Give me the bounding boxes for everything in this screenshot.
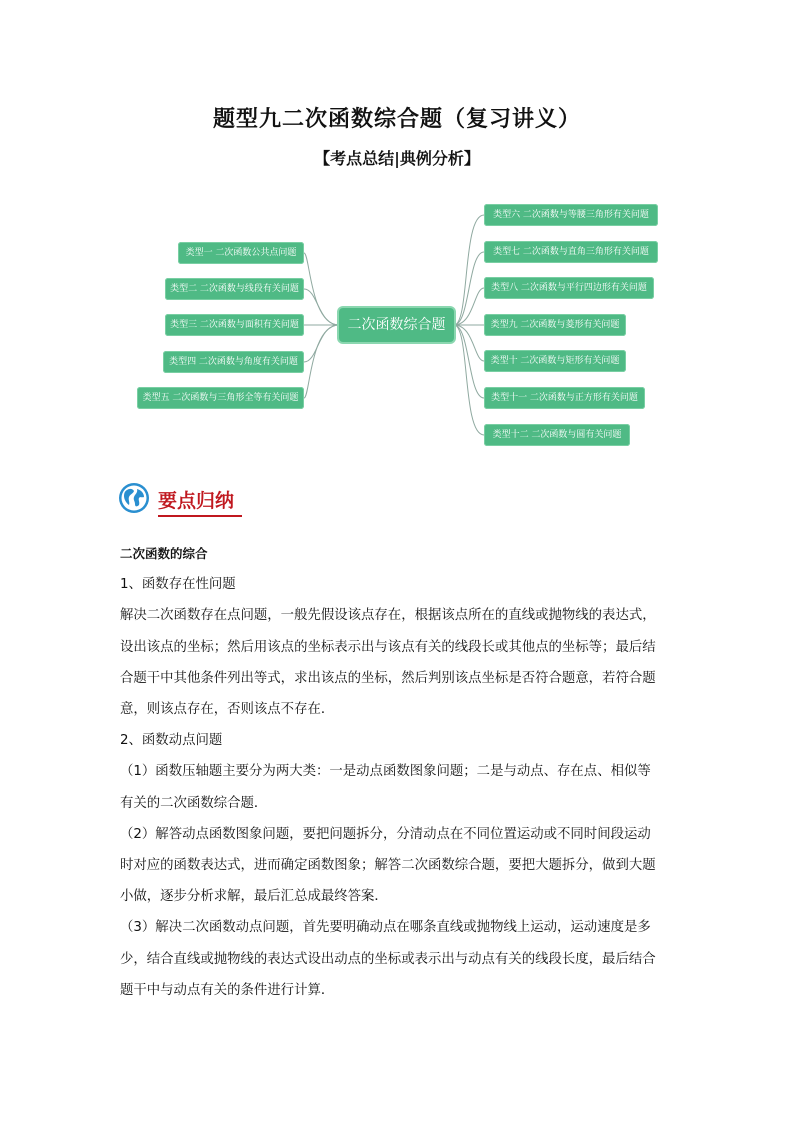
mindmap-center-node: 二次函数综合题	[339, 308, 454, 342]
globe-icon	[118, 482, 150, 514]
mindmap-node-right-5: 类型十 二次函数与矩形有关问题	[484, 350, 626, 372]
mindmap-node-right-3: 类型八 二次函数与平行四边形有关问题	[484, 277, 654, 299]
connector-left-5	[304, 325, 339, 398]
paragraph-line: （3）解决二次函数动点问题，首先要明确动点在哪条直线或抛物线上运动，运动速度是多	[120, 920, 651, 936]
subheading-moving-point: 2、函数动点问题	[120, 733, 223, 749]
mindmap-node-left-3: 类型三 二次函数与面积有关问题	[165, 314, 304, 336]
paragraph-line: 时对应的函数表达式，进而确定函数图象；解答二次函数综合题，要把大题拆分，做到大题	[120, 858, 656, 874]
content-heading: 二次函数的综合	[120, 546, 208, 561]
connector-right-7	[454, 325, 484, 435]
connector-right-5	[454, 325, 484, 361]
paragraph-line: 少，结合直线或抛物线的表达式设出动点的坐标或表示出与动点有关的线段长度，最后结合	[120, 951, 656, 967]
mindmap	[0, 195, 794, 460]
connector-right-1	[454, 215, 484, 325]
section-title: 要点归纳	[158, 490, 235, 512]
connector-left-2	[304, 289, 339, 325]
page-title: 题型九二次函数综合题（复习讲义）	[212, 106, 581, 132]
paragraph-line: 有关的二次函数综合题．	[120, 795, 268, 811]
paragraph-line: 小做，逐步分析求解，最后汇总成最终答案．	[120, 889, 388, 905]
mindmap-node-right-6: 类型十一 二次函数与正方形有关问题	[484, 387, 645, 409]
mindmap-node-right-1: 类型六 二次函数与等腰三角形有关问题	[484, 204, 658, 226]
connector-left-1	[304, 253, 339, 325]
connector-right-3	[454, 288, 484, 325]
page-subtitle: 【考点总结|典例分析】	[314, 149, 480, 168]
paragraph-line: 合题干中其他条件列出等式，求出该点的坐标，然后判别该点坐标是否符合题意，若符合题	[120, 670, 656, 686]
mindmap-node-left-4: 类型四 二次函数与角度有关问题	[163, 351, 304, 373]
section-underline	[158, 515, 242, 517]
paragraph-line: （2）解答动点函数图象问题，要把问题拆分，分清动点在不同位置运动或不同时间段运动	[120, 826, 651, 842]
content-body	[120, 538, 676, 1006]
mindmap-node-left-2: 类型二 二次函数与线段有关问题	[165, 278, 304, 300]
paragraph-line: 设出该点的坐标；然后用该点的坐标表示出与该点有关的线段长或其他点的坐标等；最后结	[120, 639, 656, 655]
mindmap-node-left-1: 类型一 二次函数公共点问题	[178, 242, 304, 264]
mindmap-node-right-4: 类型九 二次函数与菱形有关问题	[484, 314, 626, 336]
mindmap-node-right-2: 类型七 二次函数与直角三角形有关问题	[484, 241, 658, 263]
paragraph-line: 意，则该点存在，否则该点不存在．	[120, 702, 335, 718]
paragraph-line: 题干中与动点有关的条件进行计算．	[120, 982, 335, 998]
paragraph-line: 解决二次函数存在点问题，一般先假设该点存在，根据该点所在的直线或抛物线的表达式，	[120, 608, 656, 624]
mindmap-node-left-5: 类型五 二次函数与三角形全等有关问题	[137, 387, 304, 409]
connector-left-4	[304, 325, 339, 362]
paragraph-line: （1）函数压轴题主要分为两大类：一是动点函数图象问题；二是与动点、存在点、相似等	[120, 764, 651, 780]
subheading-existence: 1、函数存在性问题	[120, 577, 236, 593]
mindmap-node-right-7: 类型十二 二次函数与圆有关问题	[484, 424, 630, 446]
